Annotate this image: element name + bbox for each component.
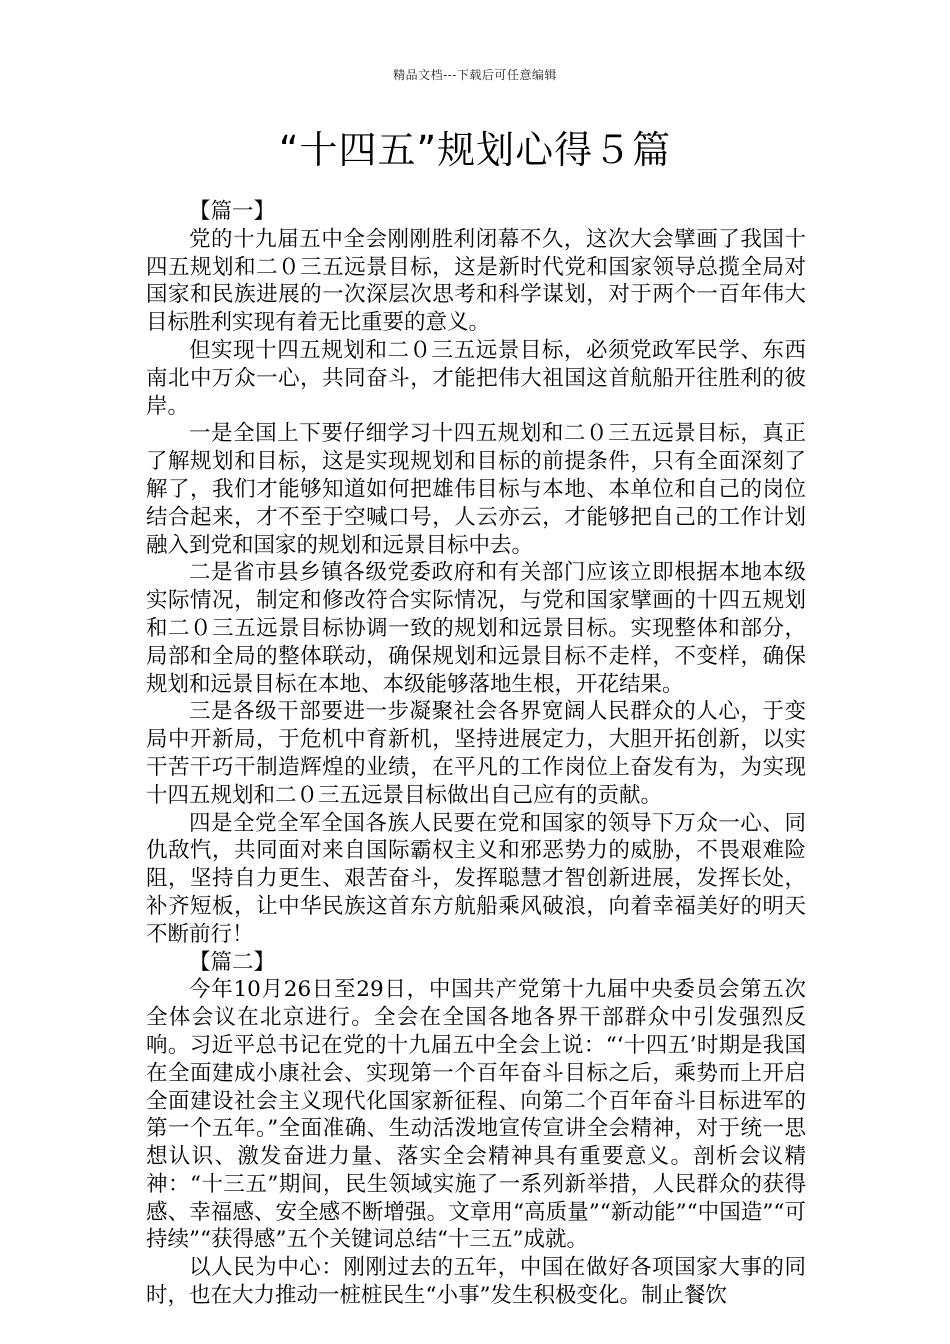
paragraph: 二是省市县乡镇各级党委政府和有关部门应该立即根据本地本级实际情况，制定和修改符合实际情况，与党和国家擘画的十四五规划和二０三五远景目标协调一致的规划和远景目标。实现整体和部分，局部和全局的整体联动，确保规划和远景目标不走样，不变样，确保规划和远景目标在本地、本级能够落地生根，开花结果。 xyxy=(146,560,806,697)
paragraph: 一是全国上下要仔细学习十四五规划和二０三五远景目标，真正了解规划和目标，这是实现规划和目标的前提条件，只有全面深刻了解了，我们才能够知道如何把雄伟目标与本地、本单位和自己的岗位结合起来，才不至于空喊口号，人云亦云，才能够把自己的工作计划融入到党和国家的规划和远景目标中去。 xyxy=(146,421,806,558)
section-heading: 【篇一】 xyxy=(189,199,276,224)
paragraph: 党的十九届五中全会刚刚胜利闭幕不久，这次大会擘画了我国十四五规划和二０三五远景目标，这是新时代党和国家领导总揽全局对国家和民族进展的一次深层次思考和科学谋划，对于两个一百年伟大目标胜利实现有着无比重要的意义。 xyxy=(146,226,806,336)
header-note: 精品文档---下载后可任意编辑 xyxy=(393,68,557,82)
paragraph: 三是各级干部要进一步凝聚社会各界宽阔人民群众的人心，于变局中开新局，于危机中育新机，坚持进展定力，大胆开拓创新，以实干苦干巧干制造辉煌的业绩，在平凡的工作岗位上奋发有为，为实现十四五规划和二０三五远景目标做出自己应有的贡献。 xyxy=(146,699,806,808)
paragraph: 但实现十四五规划和二０三五远景目标，必须党政军民学、东西南北中万众一心，共同奋斗，才能把伟大祖国这首航船开往胜利的彼岸。 xyxy=(146,337,806,419)
paragraph: 四是全党全军全国各族人民要在党和国家的领导下万众一心、同仇敌忾，共同面对来自国际霸权主义和邪恶势力的威胁，不畏艰难险阻，坚持自力更生、艰苦奋斗，发挥聪慧才智创新进展，发挥长处，补齐短板，让中华民族这首东方航船乘风破浪，向着幸福美好的明天不断前行！ xyxy=(146,810,806,947)
document-body xyxy=(146,198,806,1310)
section-heading: 【篇二】 xyxy=(189,949,276,975)
paragraph: 以人民为中心：刚刚过去的五年，中国在做好各项国家大事的同时，也在大力推动一桩桩民生“小事”发生积极变化。制止餐饮 xyxy=(146,1255,806,1309)
paragraph: 今年10月26日至29日，中国共产党第十九届中央委员会第五次全体会议在北京进行。全会在全国各地各界干部群众中引发强烈反响。习近平总书记在党的十九届五中全会上说：“‘十四五’时期是我国在全面建成小康社会、实现第一个百年奋斗目标之后，乘势而上开启全面建设社会主义现代化国家新征程、向第二个百年奋斗目标进军的第一个五年。”全面准确、生动活泼地宣传宣讲全会精神，对于统一思想认识、激发奋进力量、落实全会精神具有重要意义。剖析会议精神：“十三五”期间，民生领域实施了一系列新举措，人民群众的获得感、幸福感、安全感不断增强。文章用“高质量”“新动能”“中国造”“可持续”“获得感”五个关键词总结“十三五”成就。 xyxy=(146,977,806,1253)
document-title: “十四五”规划心得５篇 xyxy=(278,128,672,172)
